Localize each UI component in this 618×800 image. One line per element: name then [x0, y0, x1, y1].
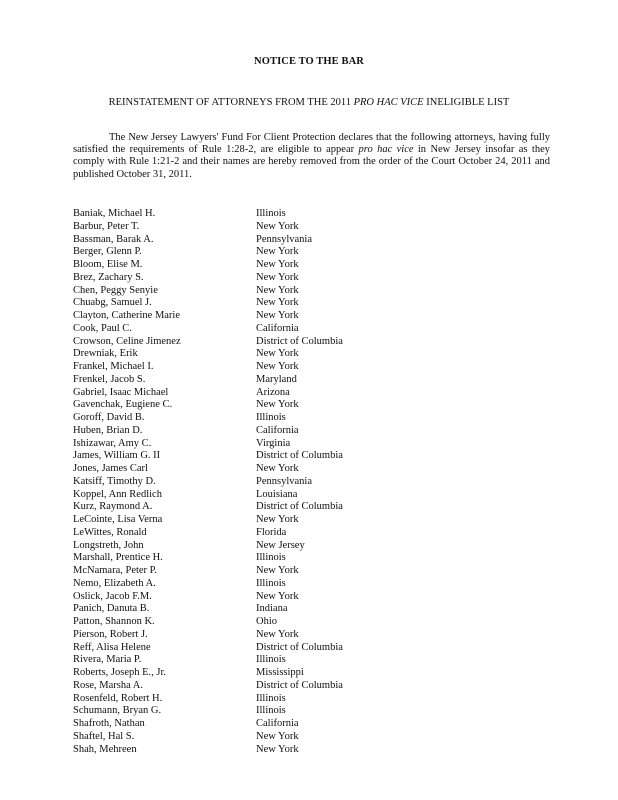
attorney-state: Arizona — [256, 386, 290, 398]
list-item — [73, 234, 553, 247]
list-item — [73, 731, 553, 744]
attorney-state: New York — [256, 220, 299, 232]
list-item — [73, 336, 553, 349]
list-item — [73, 463, 553, 476]
attorney-name: McNamara, Peter P. — [73, 565, 157, 576]
list-item — [73, 693, 553, 706]
list-item — [73, 259, 553, 272]
attorney-state: Louisiana — [256, 488, 298, 500]
attorney-list — [73, 208, 553, 756]
attorney-name: LeCointe, Lisa Verna — [73, 514, 163, 525]
list-item — [73, 578, 553, 591]
attorney-state: District of Columbia — [256, 501, 343, 513]
attorney-state: New York — [256, 628, 299, 640]
attorney-state: New York — [256, 514, 299, 525]
attorney-name: Brez, Zachary S. — [73, 271, 144, 283]
attorney-name: Jones, James Carl — [73, 463, 148, 474]
attorney-name: Roberts, Joseph E., Jr. — [73, 667, 167, 678]
attorney-name: Bassman, Barak A. — [73, 233, 154, 245]
attorney-state: Illinois — [256, 412, 286, 423]
attorney-name: Longstreth, John — [73, 539, 144, 551]
attorney-name: Patton, Shannon K. — [73, 616, 155, 627]
list-item — [73, 540, 553, 553]
attorney-name: Frankel, Michael I. — [73, 361, 154, 372]
list-item — [73, 667, 553, 680]
attorney-name: Berger, Glenn P. — [73, 246, 142, 258]
attorney-name: Kurz, Raymond A. — [73, 501, 153, 513]
attorney-name: Bloom, Elise M. — [73, 259, 143, 270]
list-item — [73, 629, 553, 642]
list-item — [73, 425, 553, 438]
attorney-name: Shah, Mehreen — [73, 743, 137, 755]
attorney-state: District of Columbia — [256, 450, 343, 462]
subtitle-text-italic: PRO HAC VICE — [353, 97, 424, 108]
attorney-state: Indiana — [256, 603, 288, 615]
attorney-name: Rivera, Maria P. — [73, 654, 142, 666]
attorney-state: Illinois — [256, 705, 286, 717]
attorney-state: New York — [256, 284, 299, 296]
intro-text-part2: in New Jersey insofar as they comply with Rule 1:21-2 and their names are hereby removed from the order of the Court October 24, 2011 and published October 31, 2011. — [73, 143, 551, 180]
list-item — [73, 374, 553, 387]
attorney-state: New York — [256, 361, 299, 372]
attorney-state: Illinois — [256, 692, 286, 704]
attorney-state: New York — [256, 590, 299, 602]
attorney-name: Frenkel, Jacob S. — [73, 373, 146, 385]
attorney-name: Reff, Alisa Helene — [73, 641, 151, 653]
attorney-state: New York — [256, 743, 299, 755]
list-item — [73, 527, 553, 540]
attorney-state: New Jersey — [256, 539, 305, 551]
attorney-state: District of Columbia — [256, 641, 343, 653]
attorney-name: Rosenfeld, Robert H. — [73, 692, 163, 704]
list-item — [73, 285, 553, 298]
attorney-name: Oslick, Jacob F.M. — [73, 590, 152, 602]
attorney-state: Illinois — [256, 577, 286, 589]
list-item — [73, 489, 553, 502]
list-item — [73, 476, 553, 489]
attorney-name: Goroff, David B. — [73, 412, 145, 423]
list-item — [73, 565, 553, 578]
notice-subtitle — [0, 97, 618, 108]
list-item — [73, 272, 553, 285]
attorney-state: Ohio — [256, 616, 277, 627]
list-item — [73, 552, 553, 565]
attorney-name: Shafroth, Nathan — [73, 718, 145, 729]
subtitle-text-before: REINSTATEMENT OF ATTORNEYS FROM THE 2011 — [108, 97, 354, 108]
attorney-state: New York — [256, 463, 299, 474]
attorney-name: Koppel, Ann Redlich — [73, 488, 162, 500]
attorney-state: Illinois — [256, 654, 286, 666]
attorney-state: New York — [256, 271, 299, 283]
attorney-name: Nemo, Elizabeth A. — [73, 577, 156, 589]
list-item — [73, 297, 553, 310]
notice-title: NOTICE TO THE BAR — [254, 56, 364, 67]
attorney-state: Illinois — [256, 208, 286, 219]
list-item — [73, 387, 553, 400]
attorney-name: Gabriel, Isaac Michael — [73, 386, 169, 398]
list-item — [73, 361, 553, 374]
list-item — [73, 642, 553, 655]
attorney-state: New York — [256, 259, 299, 270]
attorney-state: New York — [256, 399, 299, 411]
attorney-name: Clayton, Catherine Marie — [73, 310, 181, 321]
attorney-state: California — [256, 718, 299, 729]
list-item — [73, 705, 553, 718]
list-item — [73, 591, 553, 604]
attorney-state: New York — [256, 348, 299, 360]
list-item — [73, 514, 553, 527]
attorney-name: Barbur, Peter T. — [73, 220, 140, 232]
list-item — [73, 450, 553, 463]
list-item — [73, 323, 553, 336]
attorney-state: Maryland — [256, 373, 297, 385]
attorney-name: Chuabg, Samuel J. — [73, 297, 152, 309]
attorney-name: Panich, Danuta B. — [73, 603, 150, 615]
attorney-name: LeWittes, Ronald — [73, 526, 147, 538]
intro-text-part1: The New Jersey Lawyers' Fund For Client Protection declares that the following attorneys, having fully satisfied the requirements of Rule 1:28-2, are eligible to appear — [73, 131, 550, 155]
intro-text-italic: pro hac vice — [358, 143, 414, 155]
attorney-name: James, William G. II — [73, 450, 161, 462]
attorney-name: Schumann, Bryan G. — [73, 705, 162, 717]
attorney-state: Virginia — [256, 437, 291, 449]
attorney-state: New York — [256, 310, 299, 321]
attorney-state: New York — [256, 297, 299, 309]
list-item — [73, 399, 553, 412]
attorney-state: Pennsylvania — [256, 233, 312, 245]
list-item — [73, 310, 553, 323]
list-item — [73, 501, 553, 514]
attorney-state: California — [256, 322, 299, 334]
list-item — [73, 438, 553, 451]
attorney-name: Katsiff, Timothy D. — [73, 475, 156, 487]
attorney-state: Florida — [256, 526, 287, 538]
list-item — [73, 616, 553, 629]
attorney-name: Rose, Marsha A. — [73, 679, 143, 691]
attorney-name: Cook, Paul C. — [73, 322, 132, 334]
list-item — [73, 246, 553, 259]
attorney-state: District of Columbia — [256, 335, 343, 347]
attorney-name: Shaftel, Hal S. — [73, 730, 135, 742]
intro-paragraph — [73, 132, 550, 182]
list-item — [73, 718, 553, 731]
list-item — [73, 221, 553, 234]
attorney-state: New York — [256, 730, 299, 742]
attorney-name: Baniak, Michael H. — [73, 208, 156, 219]
attorney-state: Pennsylvania — [256, 475, 312, 487]
attorney-name: Pierson, Robert J. — [73, 628, 148, 640]
list-item — [73, 412, 553, 425]
attorney-name: Chen, Peggy Senyie — [73, 284, 158, 296]
list-item — [73, 744, 553, 757]
attorney-state: District of Columbia — [256, 679, 343, 691]
attorney-state: New York — [256, 565, 299, 576]
attorney-state: Illinois — [256, 552, 286, 564]
attorney-state: California — [256, 424, 299, 436]
list-item — [73, 603, 553, 616]
list-item — [73, 654, 553, 667]
attorney-name: Crowson, Celine Jimenez — [73, 335, 181, 347]
attorney-state: Mississippi — [256, 667, 304, 678]
list-item — [73, 208, 553, 221]
attorney-name: Huben, Brian D. — [73, 424, 143, 436]
attorney-name: Drewniak, Erik — [73, 348, 138, 360]
list-item — [73, 680, 553, 693]
list-item — [73, 348, 553, 361]
attorney-name: Gavenchak, Eugiene C. — [73, 399, 173, 411]
subtitle-text-after: INELIGIBLE LIST — [423, 97, 510, 108]
attorney-name: Ishizawar, Amy C. — [73, 437, 152, 449]
attorney-name: Marshall, Prentice H. — [73, 552, 163, 564]
attorney-state: New York — [256, 246, 299, 258]
